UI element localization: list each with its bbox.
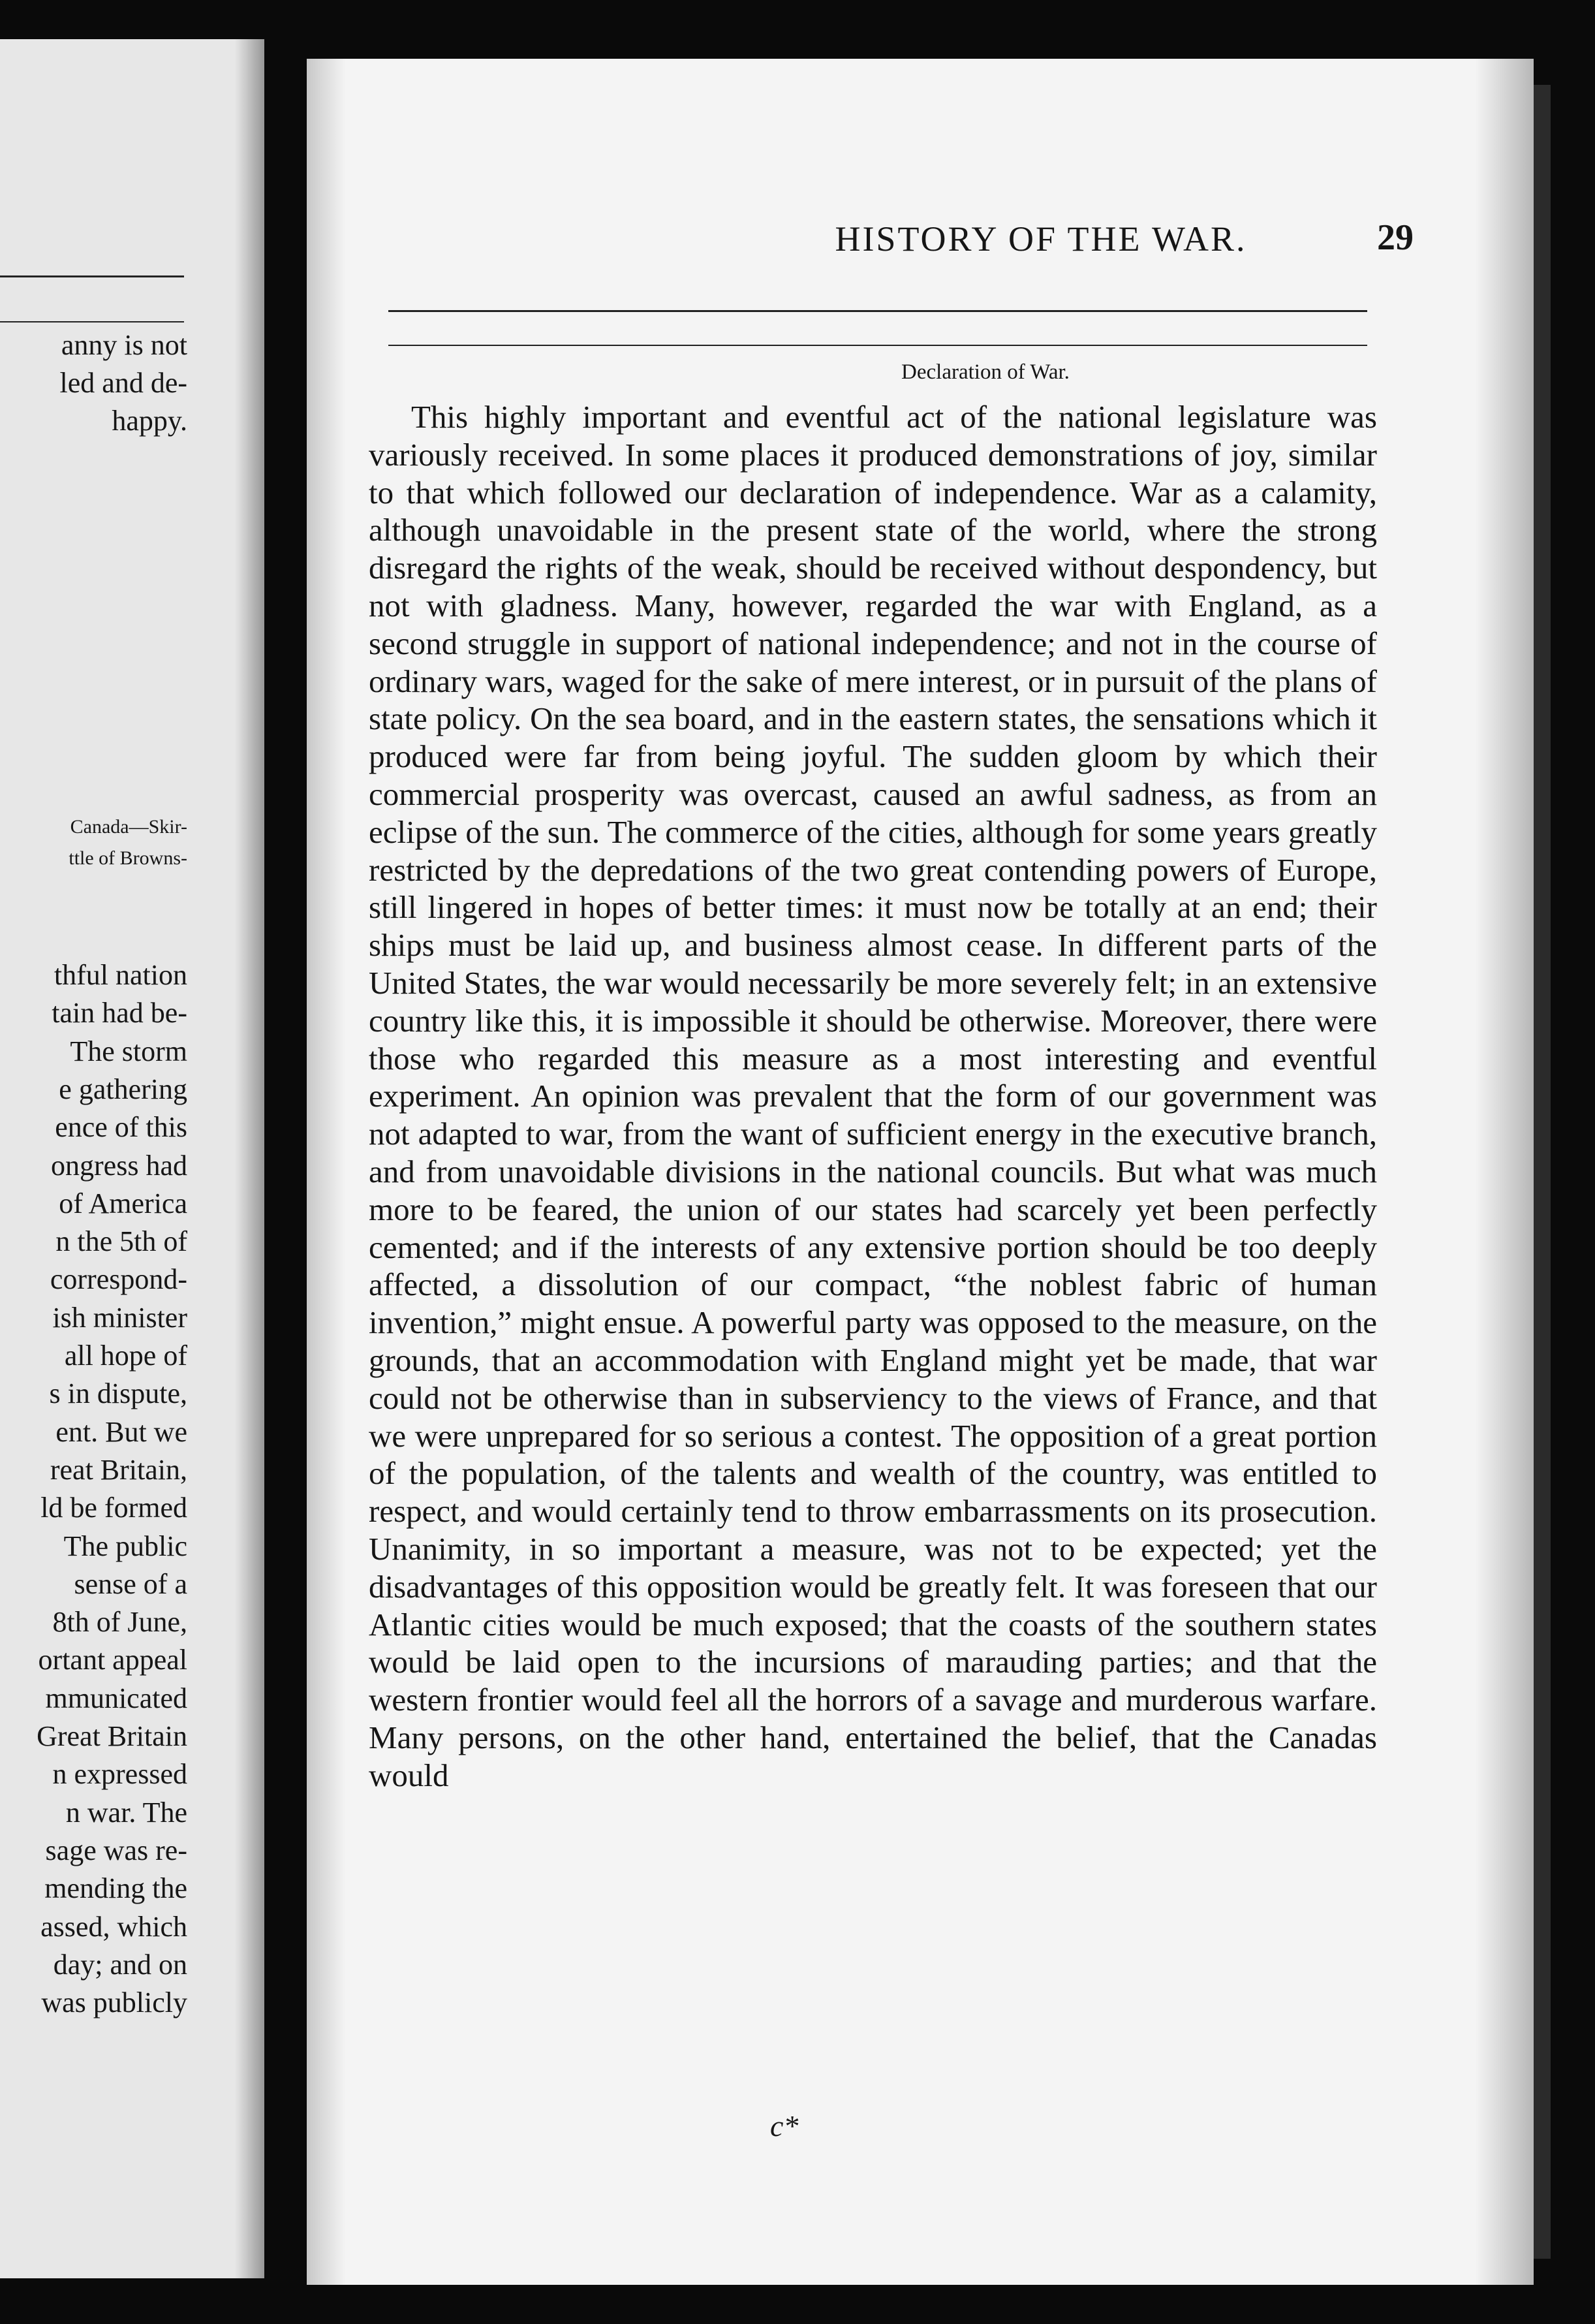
left-page: [0, 39, 264, 2278]
page-edge-shadow: [1475, 59, 1534, 2285]
left-text-line: n expressed: [52, 1758, 187, 1791]
inner-page-shadow: [307, 59, 346, 2285]
book-edge: [1534, 85, 1551, 2259]
left-text-line: Great Britain: [37, 1720, 187, 1752]
left-text-line: thful nation: [54, 959, 187, 991]
left-text-line: tain had be-: [52, 997, 187, 1029]
left-text-line: sense of a: [74, 1567, 187, 1600]
left-header-line: Canada—Skir-: [70, 816, 187, 838]
left-text-line: ld be formed: [40, 1492, 187, 1524]
book-gutter: [264, 0, 313, 2324]
body-text: [369, 398, 1377, 1794]
left-text-line: n war. The: [65, 1796, 187, 1829]
left-text-line: happy.: [112, 405, 187, 437]
left-text-line: n the 5th of: [55, 1225, 187, 1258]
page-number: 29: [1377, 217, 1414, 258]
left-second-rule: [0, 321, 184, 322]
left-text-line: reat Britain,: [50, 1453, 187, 1486]
left-text-line: of America: [59, 1187, 187, 1219]
left-text-line: ongress had: [51, 1149, 187, 1182]
body-paragraph: This highly important and eventful act of the national legislature was variously received. In some places it produced demonstrations of joy, similar to that which followed our declaration of independence. War as a calamity, although unavoidable in the present state of the world, where the strong disregard the rights of the weak, should be received without despondency, but not with gladness. Many, however, regarded the war with England, as a second struggle in support of national independence; and not in the course of ordinary wars, waged for the sake of mere interest, or in pursuit of the plans of state policy. On the sea board, and in the eastern states, the sensations which it produced were far from being joyful. The sudden gloom by which their commercial prosperity was overcast, caused an awful sadness, as from an eclipse of the sun. The commerce of the cities, although for some years greatly restricted by the depredations of the two great contending powers of Europe, still lingered in hopes of better times: it must now be totally at an end; their ships must be laid up, and business almost cease. In different parts of the United States, the war would necessarily be more severely felt; in an extensive country like this, it is impossible it should be otherwise. Moreover, there were those who regarded this measure as a most interesting and eventful experiment. An opinion was prevalent that the form of our government was not adapted to war, from the want of sufficient energy in the executive branch, and from unavoidable divisions in the national councils. But what was much more to be feared, the union of our states had scarcely yet been perfectly cemented; and if the interests of any extensive portion should be too deeply affected, a dissolution of our compact, “the noblest fabric of human invention,” might ensue. A powerful party was opposed to the measure, on the grounds, that an accommodation with England might yet be made, that war could not be otherwise than in subserviency to the views of France, and that we were unprepared for so serious a contest. The opposition of a great portion of the population, of the talents and wealth of the country, was entitled to respect, and would certainly tend to throw embarrassments on its prosecution. Unanimity, in so important a measure, was not to be expected; yet the disadvantages of this opposition would be greatly felt. It was foreseen that our Atlantic cities would be much exposed; that the coasts of the southern states would be laid open to the incursions of marauding parties; and that the western frontier would feel all the horrors of a savage and murderous warfare. Many persons, on the other hand, entertained the belief, that the Canadas would: [369, 399, 1377, 1793]
left-text-line: The storm: [70, 1035, 187, 1067]
left-text-line: correspond-: [50, 1263, 187, 1296]
left-text-line: ortant appeal: [38, 1644, 187, 1676]
left-text-line: assed, which: [40, 1910, 187, 1943]
right-page: [307, 59, 1534, 2285]
left-text-line: e gathering: [59, 1073, 187, 1105]
left-text-line: ish minister: [52, 1301, 187, 1334]
left-text-line: mending the: [44, 1872, 187, 1905]
left-text-line: sage was re-: [45, 1834, 187, 1866]
left-text-line: all hope of: [64, 1340, 187, 1372]
running-head: HISTORY OF THE WAR.: [835, 219, 1247, 259]
left-text-line: ent. But we: [55, 1415, 187, 1448]
left-text-line: mmunicated: [45, 1682, 187, 1714]
section-heading: Declaration of War.: [901, 360, 1070, 384]
header-rule-top: [388, 310, 1367, 312]
left-text-line: anny is not: [61, 329, 187, 361]
left-text-line: s in dispute,: [49, 1377, 187, 1410]
left-text-line: ence of this: [55, 1111, 187, 1144]
left-top-rule: [0, 275, 184, 277]
signature-mark: c*: [770, 2109, 799, 2143]
left-header-line: ttle of Browns-: [69, 847, 187, 869]
left-text-line: led and de-: [59, 367, 187, 399]
left-text-line: day; and on: [53, 1948, 187, 1981]
left-text-line: 8th of June,: [52, 1606, 187, 1639]
left-text-line: was publicly: [41, 1986, 187, 2019]
left-text-line: The public: [63, 1530, 187, 1562]
header-rule-bottom: [388, 345, 1367, 346]
gutter-shadow: [235, 39, 264, 2278]
